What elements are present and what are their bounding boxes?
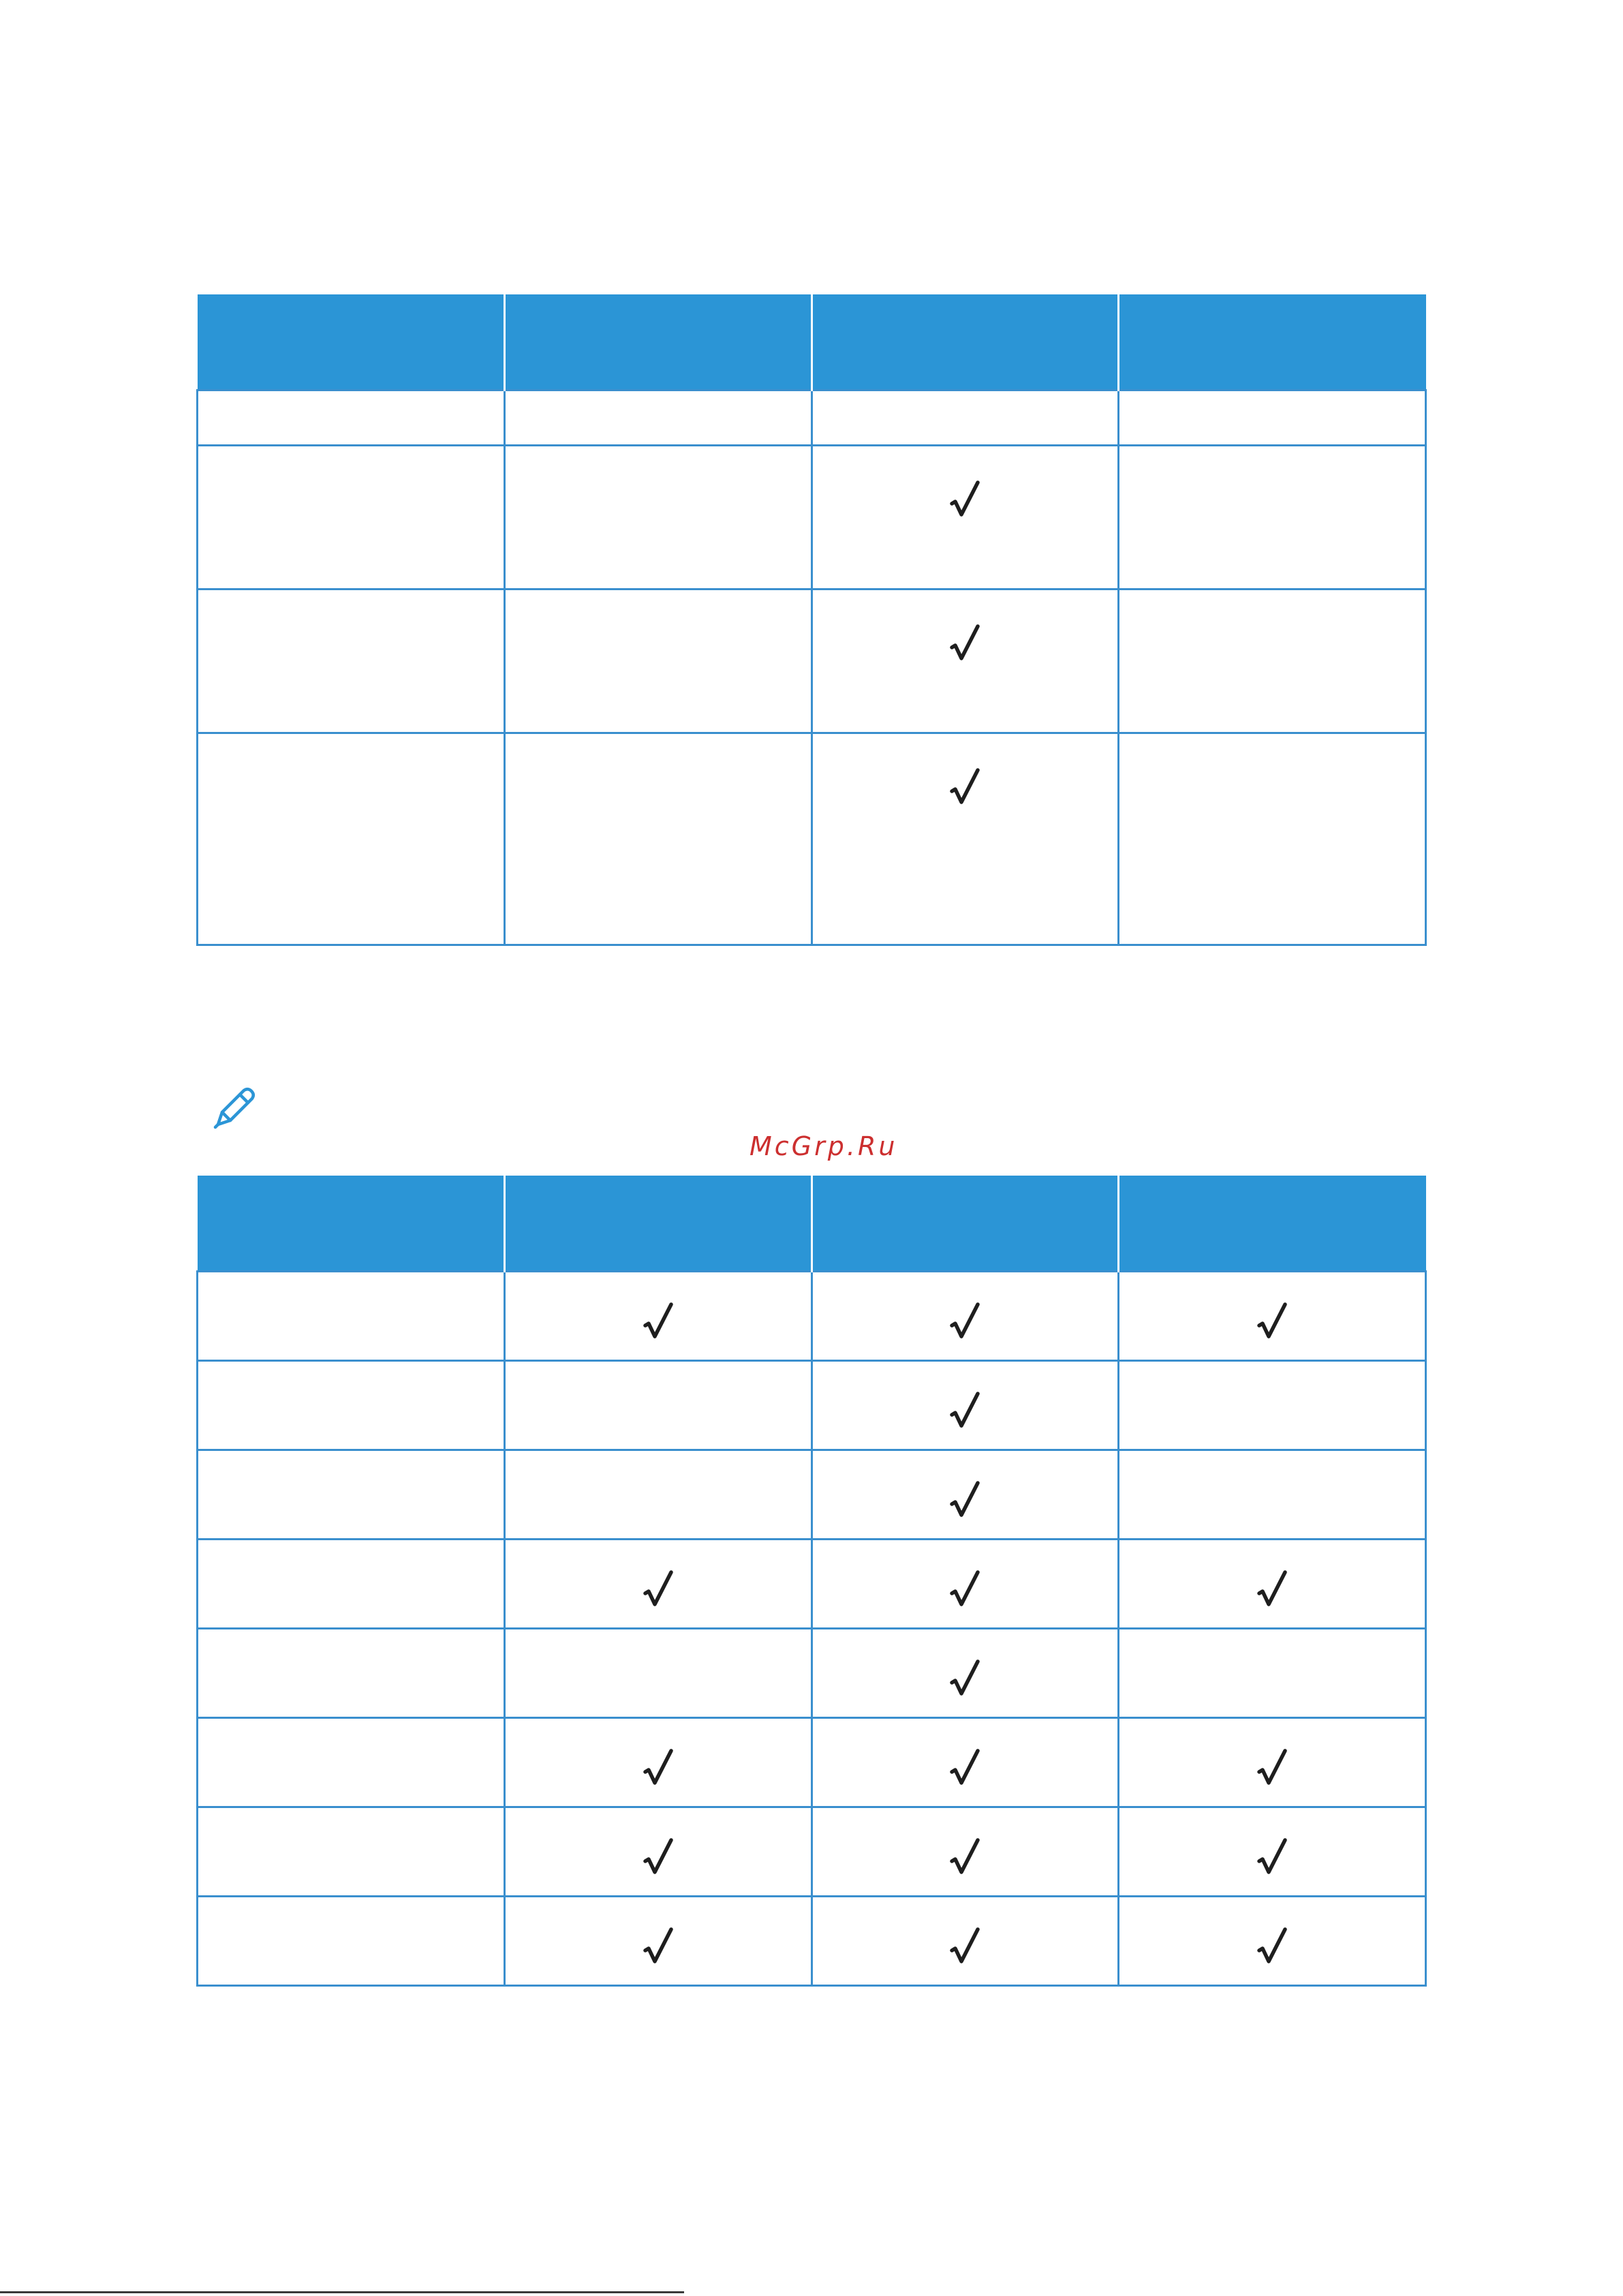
checkmark-icon <box>950 1481 980 1519</box>
check-cell <box>812 446 1119 590</box>
check-cell <box>1119 1718 1426 1807</box>
header-cell <box>812 294 1119 391</box>
check-cell <box>1119 1807 1426 1897</box>
check-cell <box>812 1807 1119 1897</box>
checkmark-icon <box>950 1302 980 1341</box>
empty-cell <box>504 1450 812 1540</box>
checkmark-icon <box>643 1302 673 1341</box>
check-cell <box>812 1361 1119 1450</box>
compatibility-table-top <box>196 294 1427 946</box>
empty-cell <box>1119 733 1426 945</box>
checkmark-icon <box>643 1927 673 1965</box>
checkmark-icon <box>950 1927 980 1965</box>
check-cell <box>812 590 1119 733</box>
header-cell <box>504 294 812 391</box>
pencil-note-icon <box>213 1085 258 1130</box>
table-body <box>198 1272 1426 1986</box>
check-cell <box>504 1718 812 1807</box>
check-cell <box>1119 1272 1426 1361</box>
table-row <box>198 1718 1426 1807</box>
table-row <box>198 1540 1426 1629</box>
checkmark-icon <box>950 1570 980 1608</box>
check-cell <box>812 1450 1119 1540</box>
check-cell <box>812 1897 1119 1986</box>
row-label-cell <box>198 1272 505 1361</box>
table-row <box>198 1807 1426 1897</box>
empty-cell <box>1119 1361 1426 1450</box>
check-cell <box>504 1272 812 1361</box>
check-cell <box>504 1807 812 1897</box>
row-label-cell <box>198 446 505 590</box>
checkmark-icon <box>950 1749 980 1787</box>
checkmark-icon <box>1257 1749 1287 1787</box>
table-row <box>198 446 1426 590</box>
table-row <box>198 1272 1426 1361</box>
checkmark-icon <box>1257 1927 1287 1965</box>
checkmark-icon <box>950 624 980 662</box>
header-cell <box>198 1176 505 1272</box>
check-cell <box>1119 1540 1426 1629</box>
table-body <box>198 391 1426 945</box>
check-cell <box>504 1897 812 1986</box>
checkmark-icon <box>950 1659 980 1698</box>
empty-cell <box>504 1629 812 1718</box>
header-cell <box>504 1176 812 1272</box>
checkmark-icon <box>1257 1570 1287 1608</box>
header-cell <box>1119 1176 1426 1272</box>
empty-cell <box>504 391 812 446</box>
table-row <box>198 1897 1426 1986</box>
empty-cell <box>504 1361 812 1450</box>
table-header-row <box>198 1176 1426 1272</box>
checkmark-icon <box>950 1838 980 1876</box>
empty-cell <box>812 391 1119 446</box>
check-cell <box>504 1540 812 1629</box>
page-bottom-rule <box>0 2291 684 2293</box>
empty-cell <box>1119 446 1426 590</box>
row-label-cell <box>198 391 505 446</box>
empty-cell <box>504 733 812 945</box>
row-label-cell <box>198 1807 505 1897</box>
empty-cell <box>504 446 812 590</box>
checkmark-icon <box>950 1392 980 1430</box>
row-label-cell <box>198 1540 505 1629</box>
table-row <box>198 1361 1426 1450</box>
header-cell <box>812 1176 1119 1272</box>
empty-cell <box>504 590 812 733</box>
check-cell <box>812 1629 1119 1718</box>
check-cell <box>812 1272 1119 1361</box>
checkmark-icon <box>1257 1302 1287 1341</box>
checkmark-icon <box>643 1749 673 1787</box>
empty-cell <box>1119 1629 1426 1718</box>
table-row <box>198 1629 1426 1718</box>
row-label-cell <box>198 1450 505 1540</box>
row-label-cell <box>198 1718 505 1807</box>
table-header-row <box>198 294 1426 391</box>
checkmark-icon <box>1257 1838 1287 1876</box>
table-row <box>198 1450 1426 1540</box>
row-label-cell <box>198 1361 505 1450</box>
watermark: McGrp.Ru <box>749 1131 898 1161</box>
checkmark-icon <box>643 1570 673 1608</box>
checkmark-icon <box>950 480 980 519</box>
checkmark-icon <box>950 768 980 806</box>
row-label-cell <box>198 590 505 733</box>
header-cell <box>1119 294 1426 391</box>
table-row <box>198 590 1426 733</box>
table-row <box>198 391 1426 446</box>
empty-cell <box>1119 391 1426 446</box>
check-cell <box>812 733 1119 945</box>
row-label-cell <box>198 1897 505 1986</box>
check-cell <box>812 1718 1119 1807</box>
row-label-cell <box>198 733 505 945</box>
row-label-cell <box>198 1629 505 1718</box>
empty-cell <box>1119 1450 1426 1540</box>
empty-cell <box>1119 590 1426 733</box>
header-cell <box>198 294 505 391</box>
table-row <box>198 733 1426 945</box>
check-cell <box>812 1540 1119 1629</box>
compatibility-table-bottom <box>196 1176 1427 1987</box>
check-cell <box>1119 1897 1426 1986</box>
checkmark-icon <box>643 1838 673 1876</box>
